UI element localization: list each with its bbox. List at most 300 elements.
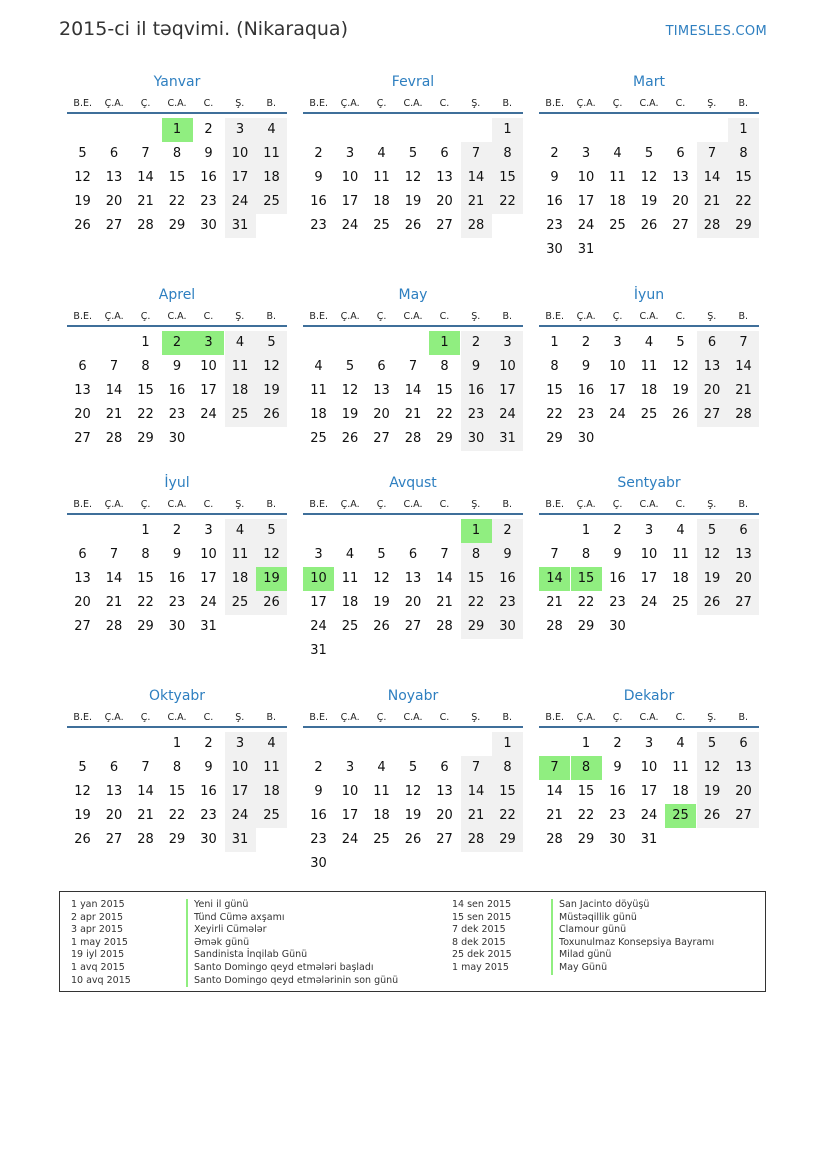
day-cell: 4 xyxy=(314,359,323,374)
day-cell: 2 xyxy=(314,146,323,161)
day-cell: 7 xyxy=(408,359,418,374)
weekday-header xyxy=(67,495,287,513)
holiday-day-cell: 25 xyxy=(665,804,696,828)
day-cell: 11 xyxy=(310,383,327,398)
weekday-label: Ç. xyxy=(140,97,151,109)
weekday-label: C.A. xyxy=(639,97,659,109)
day-cell: 13 xyxy=(105,784,123,799)
day-cell: 9 xyxy=(613,760,622,775)
holiday-day-cell: 15 xyxy=(571,567,602,591)
month-10 xyxy=(303,687,523,871)
day-cell: 9 xyxy=(172,359,182,374)
month-name: Avqust xyxy=(389,475,437,491)
weekday-label: B.E. xyxy=(545,310,564,322)
day-cell: 18 xyxy=(225,567,256,591)
holiday-legend xyxy=(59,891,766,992)
legend-holiday-name: Əmək günü xyxy=(186,937,398,950)
day-cell: 31 xyxy=(577,242,595,257)
day-cell: 19 xyxy=(373,595,390,610)
month-1 xyxy=(303,73,523,233)
day-cell: 27 xyxy=(373,431,390,446)
day-cell: 8 xyxy=(581,547,591,562)
weekday-label: Ş. xyxy=(471,310,481,322)
day-cell: 14 xyxy=(546,784,563,799)
day-cell: 12 xyxy=(697,543,728,567)
day-cell: 12 xyxy=(256,355,287,379)
day-cell: 4 xyxy=(377,760,386,775)
day-cell: 13 xyxy=(436,170,453,185)
day-cell: 2 xyxy=(550,146,559,161)
day-cell: 29 xyxy=(137,431,154,446)
weekday-label: Ç. xyxy=(140,711,151,723)
weekday-label: Ç.A. xyxy=(576,97,596,109)
day-cell: 25 xyxy=(672,595,689,610)
day-cell: 24 xyxy=(341,218,359,233)
day-cell: 13 xyxy=(728,543,759,567)
weekday-label: Ç. xyxy=(140,498,151,510)
day-cell: 21 xyxy=(461,190,492,214)
day-cell: 24 xyxy=(640,808,658,823)
day-cell: 27 xyxy=(105,832,123,847)
weekday-label: C. xyxy=(675,310,686,322)
day-cell: 7 xyxy=(550,547,559,562)
day-cell: 8 xyxy=(141,359,150,374)
day-cell: 20 xyxy=(105,808,123,823)
legend-right-dates xyxy=(452,899,512,975)
day-cell: 21 xyxy=(461,804,492,828)
day-cell: 8 xyxy=(172,146,182,161)
day-cell: 6 xyxy=(109,760,119,775)
day-cell: 21 xyxy=(105,595,123,610)
month-name: Dekabr xyxy=(623,688,675,704)
day-cell: 29 xyxy=(461,615,492,639)
weekday-label: C. xyxy=(439,310,450,322)
day-cell: 25 xyxy=(373,832,390,847)
legend-holiday-name: Sandinista İnqilab Günü xyxy=(186,949,398,962)
day-cell: 12 xyxy=(697,756,728,780)
weekday-label: Ş. xyxy=(235,97,245,109)
day-cell: 21 xyxy=(404,407,422,422)
day-cell: 14 xyxy=(404,383,422,398)
legend-date: 15 sen 2015 xyxy=(452,911,512,923)
day-cell: 19 xyxy=(672,383,689,398)
day-cell: 10 xyxy=(341,784,359,799)
day-cell: 27 xyxy=(74,431,91,446)
day-cell: 9 xyxy=(581,359,591,374)
weekday-header xyxy=(539,94,759,112)
day-cell: 5 xyxy=(408,760,418,775)
day-cell: 11 xyxy=(225,543,256,567)
day-cell: 3 xyxy=(644,523,654,538)
weekday-label: B. xyxy=(738,310,749,322)
weekday-header xyxy=(303,495,523,513)
day-cell: 16 xyxy=(168,571,186,586)
weekday-label: B.E. xyxy=(545,711,564,723)
day-cell: 28 xyxy=(105,431,123,446)
day-cell: 22 xyxy=(137,595,154,610)
day-cell: 5 xyxy=(697,519,728,543)
legend-holiday-name: Santo Domingo qeyd etmələrinin son günü xyxy=(186,975,398,988)
day-cell: 5 xyxy=(256,519,287,543)
day-cell: 26 xyxy=(404,832,422,847)
weekday-label: C.A. xyxy=(403,711,423,723)
day-cell: 21 xyxy=(546,595,563,610)
weekday-label: Ç.A. xyxy=(104,498,124,510)
day-cell: 19 xyxy=(341,407,359,422)
day-cell: 5 xyxy=(697,732,728,756)
weekday-label: Ç.A. xyxy=(340,498,360,510)
weekday-label: B. xyxy=(266,310,277,322)
weekday-label: Ş. xyxy=(471,97,481,109)
weekday-label: Ç. xyxy=(376,310,387,322)
day-cell: 24 xyxy=(200,595,217,610)
day-cell: 2 xyxy=(613,736,622,751)
day-cell: 23 xyxy=(492,591,523,615)
day-cell: 15 xyxy=(492,166,523,190)
day-cell: 5 xyxy=(256,331,287,355)
day-cell: 13 xyxy=(74,383,91,398)
weekday-header xyxy=(303,307,523,325)
day-cell: 17 xyxy=(492,379,523,403)
weekday-header xyxy=(303,708,523,726)
month-name: Mart xyxy=(633,74,665,90)
day-cell: 22 xyxy=(461,591,492,615)
day-cell: 10 xyxy=(609,359,626,374)
day-cell: 23 xyxy=(310,832,327,847)
day-cell: 11 xyxy=(609,170,626,185)
weekday-label: B.E. xyxy=(309,310,328,322)
day-cell: 7 xyxy=(109,547,119,562)
day-cell: 1 xyxy=(141,335,150,350)
day-cell: 3 xyxy=(225,732,256,756)
day-cell: 23 xyxy=(168,407,186,422)
day-cell: 29 xyxy=(137,619,154,634)
holiday-day-cell: 7 xyxy=(539,756,570,780)
weekday-label: C. xyxy=(203,310,214,322)
day-cell: 10 xyxy=(640,547,658,562)
day-cell: 3 xyxy=(644,736,654,751)
day-cell: 28 xyxy=(546,832,563,847)
month-rule xyxy=(539,726,759,728)
day-cell: 23 xyxy=(200,808,217,823)
day-cell: 11 xyxy=(640,359,658,374)
day-cell: 18 xyxy=(640,383,658,398)
weekday-label: C. xyxy=(675,97,686,109)
day-cell: 9 xyxy=(314,170,323,185)
day-cell: 21 xyxy=(137,194,154,209)
day-cell: 14 xyxy=(105,383,123,398)
day-cell: 1 xyxy=(492,732,523,756)
day-cell: 10 xyxy=(640,760,658,775)
month-2 xyxy=(539,73,759,257)
day-cell: 10 xyxy=(225,142,256,166)
day-cell: 6 xyxy=(109,146,119,161)
day-cell: 28 xyxy=(105,619,123,634)
day-cell: 16 xyxy=(168,383,186,398)
day-cell: 11 xyxy=(225,355,256,379)
weekday-label: B. xyxy=(266,711,277,723)
day-cell: 27 xyxy=(74,619,91,634)
day-cell: 30 xyxy=(609,832,626,847)
day-cell: 1 xyxy=(581,523,591,538)
month-name: Noyabr xyxy=(387,688,439,704)
day-cell: 9 xyxy=(461,355,492,379)
day-cell: 28 xyxy=(697,214,728,238)
day-cell: 1 xyxy=(550,335,559,350)
weekday-label: Ç.A. xyxy=(576,711,596,723)
day-cell: 20 xyxy=(728,780,759,804)
day-cell: 26 xyxy=(341,431,359,446)
month-name: İyul xyxy=(164,475,190,491)
day-cell: 18 xyxy=(256,166,287,190)
holiday-day-cell: 3 xyxy=(193,331,224,355)
day-cell: 26 xyxy=(640,218,658,233)
month-name: İyun xyxy=(633,287,665,303)
day-cell: 5 xyxy=(408,146,418,161)
day-cell: 2 xyxy=(204,736,213,751)
day-cell: 12 xyxy=(256,543,287,567)
day-cell: 19 xyxy=(697,780,728,804)
legend-date: 3 apr 2015 xyxy=(71,924,124,936)
day-cell: 31 xyxy=(225,214,256,238)
legend-holiday-name: Toxunulmaz Konsepsiya Bayramı xyxy=(551,937,714,950)
day-cell: 14 xyxy=(697,166,728,190)
day-cell: 4 xyxy=(676,523,685,538)
day-cell: 30 xyxy=(609,619,626,634)
weekday-label: C.A. xyxy=(167,711,187,723)
day-cell: 16 xyxy=(200,170,217,185)
day-cell: 26 xyxy=(74,832,91,847)
day-cell: 7 xyxy=(109,359,119,374)
day-cell: 29 xyxy=(168,832,186,847)
day-cell: 12 xyxy=(404,170,422,185)
day-cell: 18 xyxy=(256,780,287,804)
day-cell: 29 xyxy=(546,431,563,446)
legend-date: 1 yan 2015 xyxy=(71,899,125,910)
legend-date: 25 dek 2015 xyxy=(452,949,512,961)
month-3 xyxy=(67,286,287,446)
day-cell: 10 xyxy=(577,170,595,185)
day-cell: 13 xyxy=(728,756,759,780)
weekday-header xyxy=(539,307,759,325)
weekday-label: C.A. xyxy=(167,97,187,109)
day-cell: 10 xyxy=(225,756,256,780)
weekday-label: C.A. xyxy=(403,310,423,322)
legend-holiday-name: May Günü xyxy=(551,962,714,975)
day-cell: 10 xyxy=(341,170,359,185)
weekday-label: C. xyxy=(439,97,450,109)
day-cell: 2 xyxy=(581,335,591,350)
day-cell: 21 xyxy=(105,407,123,422)
day-cell: 17 xyxy=(200,383,217,398)
weekday-label: B. xyxy=(738,498,749,510)
day-cell: 22 xyxy=(168,194,186,209)
day-cell: 7 xyxy=(728,331,759,355)
weekday-label: B. xyxy=(738,711,749,723)
day-cell: 4 xyxy=(225,519,256,543)
weekday-label: B. xyxy=(266,97,277,109)
day-cell: 24 xyxy=(200,407,217,422)
day-cell: 13 xyxy=(697,355,728,379)
day-cell: 16 xyxy=(310,808,327,823)
day-cell: 31 xyxy=(225,828,256,852)
day-cell: 16 xyxy=(492,567,523,591)
day-cell: 15 xyxy=(168,784,186,799)
day-cell: 29 xyxy=(168,218,186,233)
day-cell: 11 xyxy=(672,760,689,775)
day-cell: 17 xyxy=(577,194,595,209)
weekday-label: B. xyxy=(502,711,513,723)
day-cell: 5 xyxy=(676,335,685,350)
day-cell: 6 xyxy=(78,359,87,374)
day-cell: 6 xyxy=(78,547,87,562)
day-cell: 15 xyxy=(436,383,453,398)
weekday-header xyxy=(539,495,759,513)
day-cell: 19 xyxy=(74,808,91,823)
weekday-label: B. xyxy=(738,97,749,109)
day-cell: 3 xyxy=(613,335,622,350)
brand-link[interactable]: TIMESLES.COM xyxy=(665,24,767,39)
weekday-label: B.E. xyxy=(73,711,92,723)
day-cell: 22 xyxy=(168,808,186,823)
day-cell: 22 xyxy=(728,190,759,214)
day-cell: 12 xyxy=(672,359,689,374)
day-cell: 20 xyxy=(672,194,689,209)
holiday-day-cell: 19 xyxy=(256,567,287,591)
day-cell: 31 xyxy=(310,643,327,658)
day-cell: 8 xyxy=(141,547,150,562)
day-cell: 30 xyxy=(168,431,186,446)
weekday-label: B.E. xyxy=(73,498,92,510)
month-rule xyxy=(303,325,523,327)
weekday-label: Ş. xyxy=(707,97,717,109)
holiday-day-cell: 1 xyxy=(461,519,492,543)
day-cell: 20 xyxy=(74,407,91,422)
weekday-header xyxy=(67,708,287,726)
day-cell: 7 xyxy=(461,756,492,780)
day-cell: 2 xyxy=(204,122,213,137)
day-cell: 14 xyxy=(728,355,759,379)
day-cell: 20 xyxy=(373,407,390,422)
day-cell: 14 xyxy=(137,170,154,185)
weekday-label: Ç. xyxy=(612,498,623,510)
day-cell: 21 xyxy=(728,379,759,403)
day-cell: 23 xyxy=(546,218,563,233)
day-cell: 7 xyxy=(141,146,150,161)
day-cell: 1 xyxy=(492,118,523,142)
legend-date: 10 avq 2015 xyxy=(71,974,131,986)
day-cell: 22 xyxy=(436,407,453,422)
day-cell: 8 xyxy=(492,756,523,780)
day-cell: 25 xyxy=(256,190,287,214)
weekday-label: Ç. xyxy=(376,97,387,109)
day-cell: 6 xyxy=(377,359,386,374)
weekday-label: C.A. xyxy=(167,310,187,322)
legend-holiday-name: Milad günü xyxy=(551,949,714,962)
holiday-day-cell: 1 xyxy=(162,118,193,142)
weekday-label: Ç. xyxy=(612,97,623,109)
day-cell: 17 xyxy=(640,784,658,799)
weekday-label: B.E. xyxy=(309,498,328,510)
day-cell: 5 xyxy=(644,146,654,161)
day-cell: 27 xyxy=(404,619,422,634)
month-0 xyxy=(67,73,287,233)
day-cell: 19 xyxy=(404,194,422,209)
day-cell: 20 xyxy=(697,379,728,403)
day-cell: 24 xyxy=(310,619,327,634)
day-cell: 22 xyxy=(546,407,563,422)
day-cell: 21 xyxy=(436,595,453,610)
month-name: May xyxy=(398,287,428,303)
weekday-label: Ç.A. xyxy=(340,310,360,322)
day-cell: 30 xyxy=(492,615,523,639)
day-cell: 3 xyxy=(225,118,256,142)
holiday-day-cell: 1 xyxy=(429,331,460,355)
day-cell: 4 xyxy=(256,118,287,142)
month-name: Yanvar xyxy=(153,74,201,90)
weekday-label: Ş. xyxy=(707,310,717,322)
legend-date: 2 apr 2015 xyxy=(71,911,124,923)
day-cell: 27 xyxy=(728,804,759,828)
day-cell: 15 xyxy=(168,170,186,185)
weekday-label: Ş. xyxy=(235,498,245,510)
day-cell: 27 xyxy=(697,403,728,427)
day-cell: 31 xyxy=(492,427,523,451)
day-cell: 4 xyxy=(613,146,622,161)
day-cell: 14 xyxy=(137,784,154,799)
day-cell: 18 xyxy=(672,784,689,799)
day-cell: 14 xyxy=(105,571,123,586)
day-cell: 22 xyxy=(577,808,595,823)
day-cell: 24 xyxy=(341,832,359,847)
day-cell: 28 xyxy=(461,214,492,238)
day-cell: 25 xyxy=(310,431,327,446)
day-cell: 11 xyxy=(341,571,359,586)
legend-date: 1 may 2015 xyxy=(452,961,509,973)
day-cell: 30 xyxy=(200,218,217,233)
month-9 xyxy=(67,687,287,847)
day-cell: 1 xyxy=(581,736,591,751)
weekday-label: Ç.A. xyxy=(104,310,124,322)
day-cell: 21 xyxy=(137,808,154,823)
month-rule xyxy=(67,112,287,114)
holiday-day-cell: 10 xyxy=(303,567,334,591)
month-4 xyxy=(303,286,523,446)
day-cell: 12 xyxy=(373,571,390,586)
day-cell: 30 xyxy=(310,856,327,871)
day-cell: 22 xyxy=(492,804,523,828)
day-cell: 20 xyxy=(436,194,453,209)
day-cell: 21 xyxy=(697,190,728,214)
day-cell: 26 xyxy=(373,619,390,634)
day-cell: 12 xyxy=(74,170,91,185)
weekday-label: C.A. xyxy=(403,97,423,109)
day-cell: 28 xyxy=(404,431,422,446)
month-rule xyxy=(67,325,287,327)
day-cell: 18 xyxy=(310,407,327,422)
weekday-label: C.A. xyxy=(167,498,187,510)
day-cell: 23 xyxy=(461,403,492,427)
day-cell: 24 xyxy=(492,403,523,427)
day-cell: 6 xyxy=(728,732,759,756)
day-cell: 5 xyxy=(377,547,386,562)
weekday-label: Ç. xyxy=(376,711,387,723)
day-cell: 25 xyxy=(256,804,287,828)
day-cell: 26 xyxy=(672,407,689,422)
day-cell: 6 xyxy=(728,519,759,543)
weekday-label: C.A. xyxy=(639,310,659,322)
weekday-label: C. xyxy=(203,97,214,109)
